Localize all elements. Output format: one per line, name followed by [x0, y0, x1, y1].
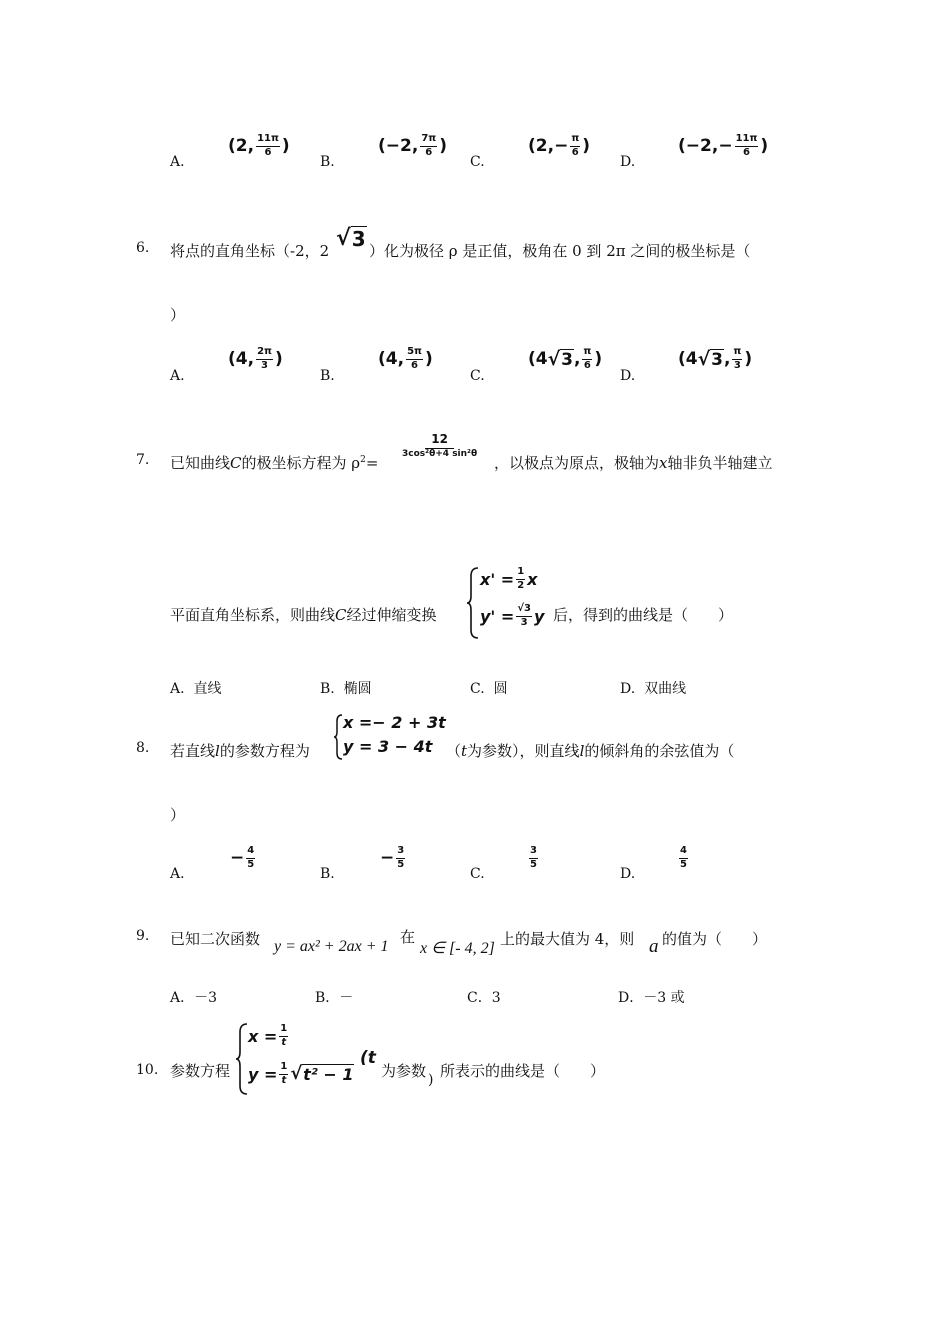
- q6-stem-part1: 将点的直角坐标（-2，2: [170, 242, 330, 260]
- text: 3: [491, 990, 501, 1006]
- q8-close-paren: ）: [170, 806, 186, 824]
- q9-stem-part4: 的值为（ ）: [662, 930, 768, 948]
- q8-option-a-label: A.: [170, 866, 185, 882]
- q7-stem-line2: [170, 604, 437, 625]
- sqrt: [698, 349, 724, 370]
- numerator: 5π: [406, 347, 423, 360]
- q9-stem-part3: 上的最大值为 4，则: [500, 930, 635, 948]
- denominator: 6: [583, 359, 591, 371]
- text: 经过伸缩变换: [346, 606, 437, 624]
- q7-stem-line1-end: [494, 452, 773, 473]
- radicand: 3: [711, 349, 723, 370]
- radical-sign: √: [547, 348, 561, 370]
- text: 已知曲线: [170, 454, 231, 472]
- q8-option-d-label: D.: [620, 866, 636, 882]
- sqrt: [548, 349, 574, 370]
- lhs: y =: [248, 1064, 278, 1084]
- q10-param-t: (t: [360, 1048, 376, 1068]
- q6-option-c-math: ( 4 √ 3 , $\frac{\pi}{6}$ ): [528, 346, 603, 371]
- q9-option-a: [170, 987, 217, 1007]
- q7-stem-line1: [170, 452, 378, 473]
- numerator: 7π: [420, 134, 437, 147]
- radicand: 3: [561, 349, 573, 370]
- q10-stem-part2: 为参数: [381, 1062, 427, 1080]
- superscript: 2: [360, 455, 366, 465]
- fraction: [732, 347, 742, 371]
- q6-number: 6.: [136, 240, 150, 256]
- q7-fraction: [400, 433, 479, 459]
- q9-variable-a: a: [649, 936, 659, 957]
- numerator: 12: [425, 433, 454, 449]
- numerator: 3: [529, 846, 538, 859]
- sign: −: [380, 848, 395, 868]
- denominator: 3: [520, 616, 528, 628]
- q10-close-paren: ): [428, 1072, 434, 1088]
- q6-option-a-math: ( 4, $\frac{2\pi}{3}$ ): [228, 346, 283, 371]
- denominator: 5: [680, 858, 687, 870]
- fraction: [256, 347, 273, 371]
- denominator: 5: [530, 858, 537, 870]
- q10-system-eq2: [248, 1062, 354, 1086]
- denominator: 6: [264, 146, 272, 158]
- q8-option-b-math: [380, 846, 407, 870]
- fraction: [516, 604, 532, 628]
- q7-option-a: [170, 678, 221, 698]
- variable: y: [533, 606, 545, 626]
- numerator: 4: [679, 846, 688, 859]
- q6-stem-part2: ）化为极径 ρ 是正值，极角在 0 到 2π 之间的极坐标是（: [369, 242, 751, 260]
- q8-system-eq1: x =− 2 + 3t: [343, 713, 446, 732]
- fraction: [529, 846, 538, 870]
- fraction: [246, 846, 255, 870]
- left-brace-icon: [235, 1022, 249, 1096]
- q8-stem-part1: [170, 740, 310, 761]
- numerator: 1: [279, 1024, 288, 1037]
- value: −2,: [385, 136, 419, 156]
- fraction: [582, 347, 592, 371]
- value: 4: [685, 349, 698, 369]
- denominator: t: [281, 1036, 287, 1048]
- label: A．: [170, 990, 195, 1006]
- label: B．: [315, 990, 340, 1006]
- q7-system-eq1: [480, 567, 538, 591]
- q7-option-d: [620, 678, 686, 698]
- numerator: 1: [279, 1062, 288, 1075]
- variable: x: [527, 569, 538, 589]
- q8-option-c-math: [527, 846, 540, 870]
- radicand: 3: [351, 227, 366, 251]
- text: －3: [194, 990, 218, 1006]
- q9-option-b: [315, 987, 353, 1007]
- sqrt: [290, 1064, 354, 1084]
- denominator: 2: [517, 579, 525, 591]
- denominator: 3: [261, 359, 268, 371]
- q5-option-d-math: [678, 134, 768, 158]
- paren: (: [378, 136, 386, 156]
- q8-option-b-label: B.: [320, 866, 335, 882]
- label: B.: [320, 681, 335, 697]
- variable-l: l: [215, 742, 220, 760]
- numerator: 1: [516, 567, 525, 580]
- paren: ): [760, 136, 769, 156]
- denominator: 5: [397, 858, 405, 870]
- text: 的倾斜角的余弦值为（: [584, 742, 735, 760]
- q8-system-eq2: y = 3 − 4t: [343, 737, 433, 756]
- fraction: [679, 846, 688, 870]
- variable-c: C: [335, 606, 347, 624]
- q9-stem-part1: 已知二次函数: [170, 930, 261, 948]
- paren: ): [281, 136, 290, 156]
- denominator: 6: [571, 146, 579, 158]
- numerator: 3: [396, 846, 405, 859]
- fraction: [279, 1062, 288, 1086]
- q10-number: 10.: [136, 1062, 159, 1078]
- denominator: t: [281, 1074, 287, 1086]
- sign: −: [230, 848, 245, 868]
- q10-stem-part3: 所表示的曲线是（ ）: [440, 1062, 606, 1080]
- variable-t: t: [461, 742, 468, 760]
- numerator: π: [732, 347, 742, 360]
- radicand: t² − 1: [303, 1065, 354, 1084]
- q8-stem-part2: [446, 740, 734, 761]
- sign: −: [554, 136, 569, 156]
- fraction: [256, 134, 280, 158]
- lhs: x =: [248, 1026, 278, 1046]
- q5-option-c-label: C.: [470, 154, 485, 170]
- text: （: [446, 742, 462, 760]
- denominator: 5: [247, 858, 255, 870]
- q5-option-b-label: B.: [320, 154, 335, 170]
- label: D．: [618, 990, 644, 1006]
- q5-option-d-label: D.: [620, 154, 636, 170]
- text: 的参数方程为: [219, 742, 310, 760]
- q7-option-b: [320, 678, 372, 698]
- text: 的极坐标方程为 ρ: [241, 454, 361, 472]
- text: 轴非负半轴建立: [667, 454, 773, 472]
- q8-option-d-math: [677, 846, 690, 870]
- numerator: 4: [246, 846, 255, 859]
- left-brace-icon: [466, 566, 480, 640]
- numerator: π: [570, 134, 580, 147]
- text: ，以极点为原点，极轴为: [494, 454, 660, 472]
- paren: (: [528, 136, 536, 156]
- variable-x: x: [659, 454, 668, 472]
- paren: ): [582, 136, 591, 156]
- denominator: 3cos²θ+4 sin²θ: [402, 448, 478, 459]
- sqrt: [336, 226, 367, 251]
- paren: (: [678, 136, 686, 156]
- q9-domain: x ∈ [- 4, 2]: [420, 940, 495, 957]
- q7-number: 7.: [136, 452, 150, 468]
- label: D.: [620, 681, 636, 697]
- paren: (: [228, 136, 236, 156]
- text: 椭圆: [343, 681, 372, 697]
- q7-system-eq2: [480, 604, 544, 628]
- lhs: x' =: [480, 569, 515, 589]
- variable-c: C: [230, 454, 242, 472]
- label: C.: [470, 681, 485, 697]
- text: －3 或: [643, 990, 685, 1006]
- value: 2,: [235, 136, 255, 156]
- q9-option-c: [467, 987, 501, 1007]
- q7-option-c: [470, 678, 508, 698]
- left-brace-icon: [333, 714, 343, 760]
- radical-sign: √: [290, 1064, 303, 1084]
- q6-close-paren: ）: [170, 306, 186, 324]
- value: −2,: [685, 136, 719, 156]
- numerator: √3: [516, 604, 532, 617]
- sign: −: [718, 136, 733, 156]
- text: 圆: [493, 681, 508, 697]
- q9-stem-part2: 在: [400, 928, 416, 946]
- q6-option-d-label: D.: [620, 368, 636, 384]
- fraction: [570, 134, 580, 158]
- q6-option-a-label: A.: [170, 368, 185, 384]
- fraction: [402, 433, 477, 459]
- fraction: [396, 846, 405, 870]
- denominator: 3: [733, 359, 741, 371]
- q5-option-a-math: [228, 134, 290, 158]
- value: 4,: [235, 349, 255, 369]
- value: 4: [535, 349, 548, 369]
- numerator: 11π: [256, 134, 280, 147]
- numerator: 2π: [256, 347, 273, 360]
- q9-option-d: [618, 987, 685, 1007]
- q9-function: y = ax² + 2ax + 1: [274, 938, 389, 955]
- q8-option-c-label: C.: [470, 866, 485, 882]
- q8-number: 8.: [136, 740, 150, 756]
- q7-stem-line2-end: 后，得到的曲线是（ ）: [553, 606, 734, 624]
- fraction: [279, 1024, 288, 1048]
- value: 4,: [385, 349, 405, 369]
- q6-option-b-math: ( 4, $\frac{5\pi}{6}$ ): [378, 346, 433, 371]
- radical-sign: √: [697, 348, 711, 370]
- q6-option-b-label: B.: [320, 368, 335, 384]
- q8-option-a-math: [230, 846, 257, 870]
- text: 平面直角坐标系，则曲线: [170, 606, 336, 624]
- text: 直线: [193, 681, 222, 697]
- q6-sqrt3: [336, 226, 367, 251]
- numerator: π: [582, 347, 592, 360]
- label: A.: [170, 681, 185, 697]
- denominator: 6: [425, 146, 433, 158]
- numerator: 11π: [735, 134, 759, 147]
- text: 若直线: [170, 742, 216, 760]
- label: C．: [467, 990, 492, 1006]
- text: －: [339, 990, 354, 1006]
- q6-option-d-math: ( 4 √ 3 , $\frac{\pi}{3}$ ): [678, 346, 753, 371]
- variable-l: l: [579, 742, 585, 760]
- text: 双曲线: [644, 681, 687, 697]
- radical-sign: √: [336, 226, 351, 251]
- fraction: [516, 567, 525, 591]
- fraction: [406, 347, 423, 371]
- q6-option-c-label: C.: [470, 368, 485, 384]
- q5-option-c-math: [528, 134, 590, 158]
- equals: =: [365, 454, 379, 472]
- denominator: 6: [742, 146, 750, 158]
- fraction: [735, 134, 759, 158]
- paren: ): [439, 136, 447, 156]
- q9-number: 9.: [136, 928, 150, 944]
- denominator: 6: [411, 359, 418, 371]
- lhs: y' =: [480, 606, 515, 626]
- q5-option-a-label: A.: [170, 154, 185, 170]
- text: 为参数），则直线: [467, 742, 580, 760]
- value: 2,: [535, 136, 555, 156]
- q10-system-eq1: [248, 1024, 290, 1048]
- q5-option-b-math: [378, 134, 447, 158]
- q10-stem-part1: 参数方程: [170, 1062, 231, 1080]
- fraction: [420, 134, 437, 158]
